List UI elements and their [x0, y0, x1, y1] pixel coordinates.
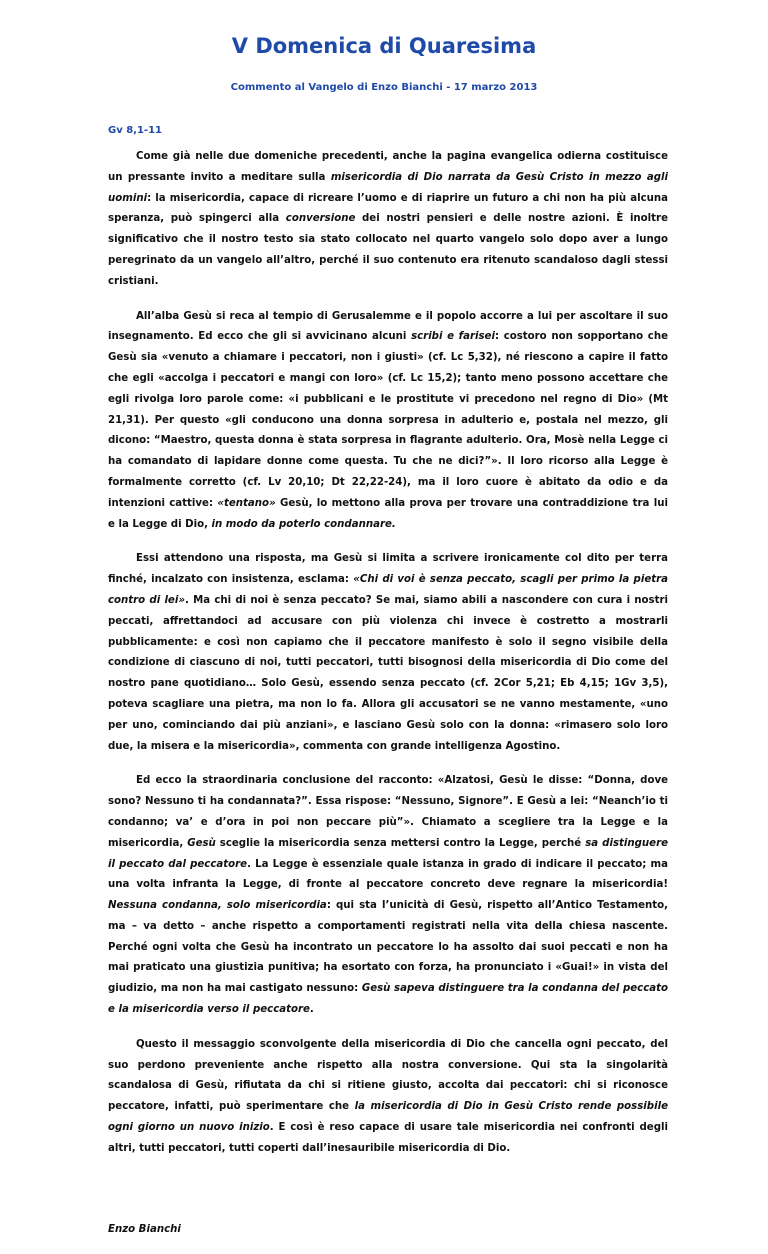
- italic-run: conversione: [285, 213, 356, 225]
- italic-run: sa distinguere il peccato dal peccatore: [108, 837, 669, 870]
- italic-run: scribi e farisei: [411, 331, 495, 343]
- italic-run: Gesù: [187, 837, 216, 849]
- text-run: All’alba Gesù si reca al tempio di Gerusalemme e il popolo accorre a lui per ascoltare il suo insegnamento. Ed ecco che gli si avvicinano alcuni: [108, 310, 668, 343]
- article-body: [108, 147, 668, 1254]
- italic-run: «tentano»: [217, 497, 276, 509]
- text-run: Ed ecco la straordinaria conclusione del racconto: «Alzatosi, Gesù le disse: “Donna, dove sono? Nessuno ti ha condannata?”. Essa rispose: “Nessuno, Signore”. E Gesù a lei: “Neanch’io ti condanno; va’ e d’ora in poi non peccare più”». Chiamato a scegliere tra la Legge e la misericordia,: [108, 775, 668, 849]
- author-signature: [108, 1220, 668, 1241]
- text-run: .: [309, 1004, 314, 1016]
- italic-run: in modo da poterlo condannare.: [211, 518, 396, 530]
- text-run: dei nostri pensieri e delle nostre azioni. È inoltre significativo che il nostro testo sia stato collocato nel quarto vangelo solo dopo aver a lungo peregrinato da un vangelo all’altro, perché il suo contenuto era ritenuto scandaloso dagli stessi cristiani.: [108, 213, 668, 287]
- paragraph-4: [108, 771, 668, 1021]
- text-run: . La Legge è essenziale quale istanza in grado di indicare il peccato; ma una volta infranta la Legge, di fronte al peccatore concreto deve regnare la misericordia!: [108, 858, 669, 891]
- gospel-reference: Gv 8,1-11: [108, 125, 162, 136]
- text-run: : qui sta l’unicità di Gesù, rispetto all’Antico Testamento, ma – va detto – anche rispetto a comportamenti registrati nella vita della chiesa nascente. Perché ogni volta che Gesù ha incontrato un peccatore lo ha assolto dai suoi peccati e non ha mai praticato una giustizia punitiva; ha esortato con forza, ha pronunciato i «Guai!» in vista del giudizio, ma non ha mai castigato nessuno:: [108, 900, 668, 995]
- text-run: Come già nelle due domeniche precedenti, anche la pagina evangelica odierna costituisce un pressante invito a meditare sulla: [108, 151, 668, 183]
- paragraph-1: [108, 147, 668, 293]
- text-run: sceglie la misericordia senza mettersi contro la Legge, perché: [215, 837, 586, 849]
- italic-run: misericordia di Dio narrata da Gesù Cristo in mezzo agli uomini: [108, 171, 668, 204]
- text-run: : costoro non sopportano che Gesù sia «venuto a chiamare i peccatori, non i giusti» (cf. Lc 5,32), né riescono a capire il fatto che egli «accolga i peccatori e mangi con loro» (cf. Lc 15,2); tanto meno possono accettare che egli rivolga loro parole come: «i pubblicani e le prostitute vi precedono nel regno di Dio» (Mt 21,31). Per questo «gli conducono una donna sorpresa in adulterio e, postala nel mezzo, gli dicono: “Maestro, questa donna è stata sorpresa in flagrante adulterio. Ora, Mosè nella Legge ci ha comandato di lapidare donne come questa. Tu che ne dici?”». Il loro ricorso alla Legge è formalmente corretto (cf. Lv 20,10; Dt 22,22-24), ma il loro cuore è abitato da odio e da intenzioni cattive:: [108, 331, 668, 509]
- italic-run: «Chi di voi è senza peccato, scagli per primo la pietra contro di lei»: [108, 574, 669, 606]
- text-run: Questo il messaggio sconvolgente della misericordia di Dio che cancella ogni peccato, del suo perdono preveniente anche rispetto alla nostra conversione. Qui sta la singolarità scandalosa di Gesù, rifiutata da chi si ritiene giusto, accolta dai peccatori: chi si riconosce peccatore, infatti, può sperimentare che: [108, 1038, 668, 1113]
- paragraph-2: [108, 307, 668, 536]
- text-run: . Ma chi di noi è senza peccato? Se mai, siamo abili a nascondere con cura i nostri peccati, affrettandoci ad accusare con più violenza chi invece è costretto a mostrarli pubblicamente: e così non capiamo che il peccatore manifesto è solo il segno visibile della condizione di ciascuno di noi, tutti peccatori, tutti bisognosi della misericordia di Dio come del nostro pane quotidiano… Solo Gesù, essendo senza peccato (cf. 2Cor 5,21; Eb 4,15; 1Gv 3,5), poteva scagliare una pietra, ma non lo fa. Allora gli accusatori se ne vanno mestamente, «uno per uno, cominciando dai più anziani», e lasciano Gesù solo con la donna: «rimasero solo loro due, la misera e la misericordia», commenta con grande intelligenza Agostino.: [108, 594, 669, 752]
- italic-run: Nessuna condanna, solo misericordia: [108, 900, 327, 912]
- text-run: Gesù, lo mettono alla prova per trovare una contraddizione tra lui e la Legge di Dio,: [108, 497, 668, 530]
- italic-run: Gesù sapeva distinguere tra la condanna del peccato e la misericordia verso il peccatore: [108, 983, 668, 1016]
- page-subtitle: Commento al Vangelo di Enzo Bianchi - 17 marzo 2013: [230, 82, 538, 93]
- text-run: Essi attendono una risposta, ma Gesù si limita a scrivere ironicamente col dito per terra finché, incalzato con insistenza, esclama:: [108, 553, 668, 586]
- signature-text: Enzo Bianchi: [108, 1223, 181, 1235]
- text-run: . E così è reso capace di usare tale misericordia nei confronti degli altri, tutti peccatori, tutti coperti dall’inesauribile misericordia di Dio.: [108, 1122, 668, 1154]
- italic-run: la misericordia di Dio in Gesù Cristo rende possibile ogni giorno un nuovo inizio: [108, 1101, 668, 1134]
- paragraph-3: [108, 549, 668, 757]
- paragraph-5: [108, 1035, 668, 1160]
- page-title: V Domenica di Quaresima: [231, 34, 537, 58]
- text-run: : la misericordia, capace di ricreare l’uomo e di riaprire un futuro a chi non ha più alcuna speranza, può spingerci alla: [108, 192, 668, 225]
